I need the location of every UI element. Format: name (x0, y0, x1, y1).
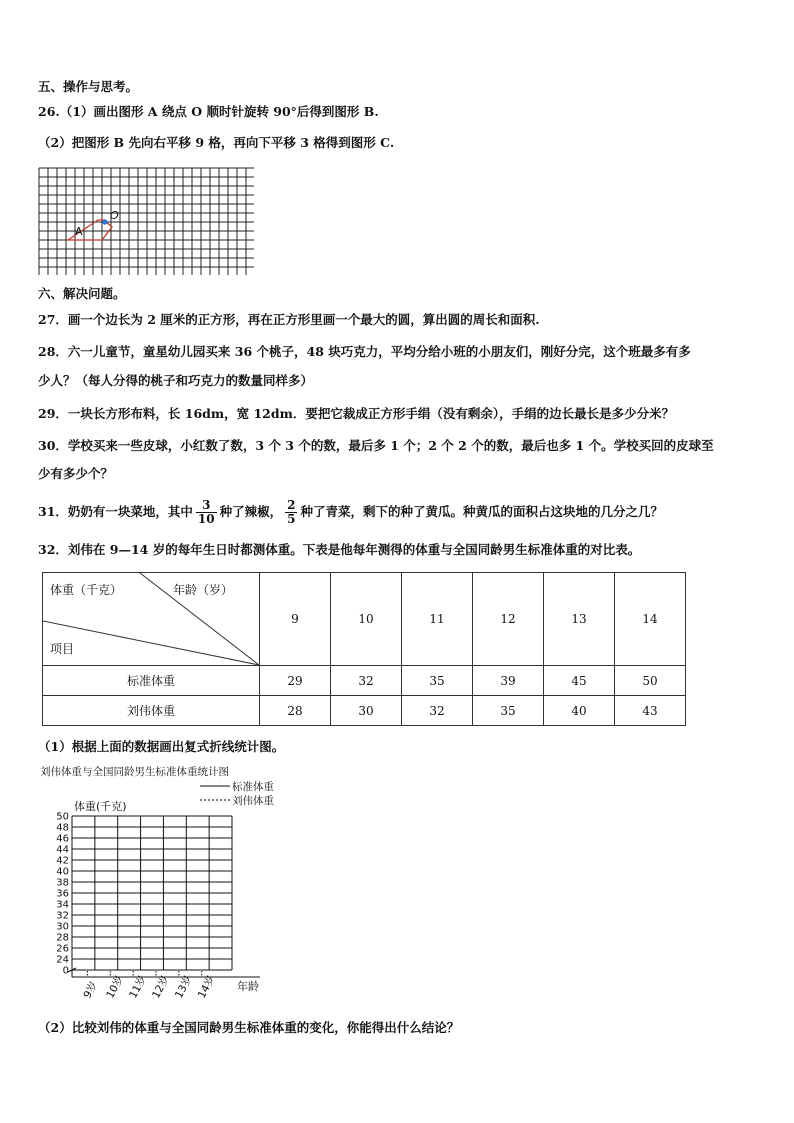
header-age-label: 年龄（岁） (173, 583, 234, 597)
y-tick-label: 36 (56, 888, 69, 900)
age-9-cell: 9 (260, 573, 331, 666)
question-27: 27．画一个边长为 2 厘米的正方形，再在正方形里画一个最大的圆，算出圆的周长和面积. (38, 312, 540, 327)
x-tick-label: 14岁 (195, 973, 218, 1001)
table-header-diagonal-cell (43, 573, 260, 666)
y-tick-label: 34 (56, 899, 69, 911)
question-32: 32．刘伟在 9—14 岁的每年生日时都测体重。下表是他每年测得的体重与全国同龄男生标准体重的对比表。 (38, 542, 641, 557)
question-29: 29．一块长方形布料，长 16dm，宽 12dm．要把它裁成正方形手绢（没有剩余），手绢的边长最长是多少分米？ (38, 406, 675, 421)
table-cell: 39 (473, 666, 544, 696)
x-tick-label: 13岁 (172, 973, 195, 1001)
label-o: O (110, 209, 119, 222)
y-tick-label: 32 (56, 910, 69, 922)
row-label: 刘伟体重 (43, 696, 260, 726)
weight-comparison-table (42, 572, 686, 726)
y-tick-label: 24 (56, 954, 69, 966)
question-31-suffix: 种了青菜，剩下的种了黄瓜。种黄瓜的面积占这块地的几分之几？ (300, 504, 663, 519)
chart-title: 刘伟体重与全国同龄男生标准体重统计图 (40, 766, 229, 778)
table-row (43, 696, 686, 726)
question-30-line2: 少有多少个？ (38, 466, 114, 481)
question-26-part1: 26.（1）画出图形 A 绕点 O 顺时针旋转 90°后得到图形 B. (38, 104, 379, 119)
y-tick-label: 28 (56, 932, 69, 944)
age-12-cell: 12 (473, 573, 544, 666)
age-10-cell: 10 (331, 573, 402, 666)
y-tick-label: 40 (56, 866, 69, 878)
x-tick-label: 9岁 (81, 979, 101, 1001)
table-cell: 50 (615, 666, 686, 696)
y-tick-label: 46 (56, 833, 69, 845)
rotation-grid (38, 167, 254, 275)
table-cell: 40 (544, 696, 615, 726)
fraction-2-5: $\frac{2}{5}$ (287, 498, 296, 526)
table-cell: 43 (615, 696, 686, 726)
label-a: A (75, 225, 83, 238)
age-13-cell: 13 (544, 573, 615, 666)
question-28-line1: 28．六一儿童节，童星幼儿园买来 36 个桃子，48 块巧克力，平均分给小班的小朋友们，刚好分完，这个班最多有多 (38, 344, 691, 359)
legend-standard: 标准体重 (232, 781, 274, 793)
x-tick-label: 12岁 (150, 973, 172, 1001)
question-32-part2: （2）比较刘伟的体重与全国同龄男生标准体重的变化，你能得出什么结论？ (38, 1020, 460, 1035)
question-28-line2: 少人？（每人分得的桃子和巧克力的数量同样多） (38, 373, 314, 388)
header-weight-label: 体重（千克） (50, 583, 123, 597)
age-14-cell: 14 (615, 573, 686, 666)
section6-title: 六、解决问题。 (38, 286, 126, 301)
legend-liuwei: 刘伟体重 (232, 795, 274, 807)
table-row (43, 666, 686, 696)
question-32-part1: （1）根据上面的数据画出复式折线统计图。 (38, 739, 285, 754)
table-cell: 32 (331, 666, 402, 696)
x-tick-label: 11岁 (127, 973, 150, 1001)
table-cell: 28 (260, 696, 331, 726)
y-tick-label: 26 (56, 943, 69, 955)
y-tick-label: 0 (62, 965, 69, 977)
table-cell: 35 (402, 666, 473, 696)
line-chart (34, 763, 304, 1003)
table-cell: 32 (402, 696, 473, 726)
table-cell: 29 (260, 666, 331, 696)
y-tick-label: 38 (56, 877, 69, 889)
y-tick-label: 48 (56, 822, 69, 834)
table-cell: 30 (331, 696, 402, 726)
fraction-3-10: $\frac{3}{10}$ (197, 498, 215, 526)
x-tick-label: 10岁 (104, 973, 127, 1001)
y-tick-label: 30 (56, 921, 69, 933)
question-30-line1: 30．学校买来一些皮球，小红数了数，3 个 3 个的数，最后多 1 个；2 个 2 个的数，最后也多 1 个。学校买回的皮球至 (38, 438, 714, 453)
age-11-cell: 11 (402, 573, 473, 666)
y-axis-label: 体重(千克) (74, 800, 127, 813)
question-31 (38, 497, 663, 527)
y-tick-label: 50 (56, 811, 69, 823)
question-31-mid: 种了辣椒， (219, 504, 283, 519)
section5-title: 五、操作与思考。 (38, 79, 139, 94)
row-label: 标准体重 (43, 666, 260, 696)
table-cell: 35 (473, 696, 544, 726)
question-31-prefix: 31．奶奶有一块菜地，其中 (38, 504, 193, 519)
y-tick-label: 44 (56, 844, 69, 856)
y-tick-label: 42 (56, 855, 69, 867)
question-26-part2: （2）把图形 B 先向右平移 9 格，再向下平移 3 格得到图形 C. (38, 135, 395, 150)
x-axis-label: 年龄 (237, 980, 259, 993)
header-item-label: 项目 (50, 642, 75, 656)
point-o-dot (102, 219, 107, 224)
table-cell: 45 (544, 666, 615, 696)
